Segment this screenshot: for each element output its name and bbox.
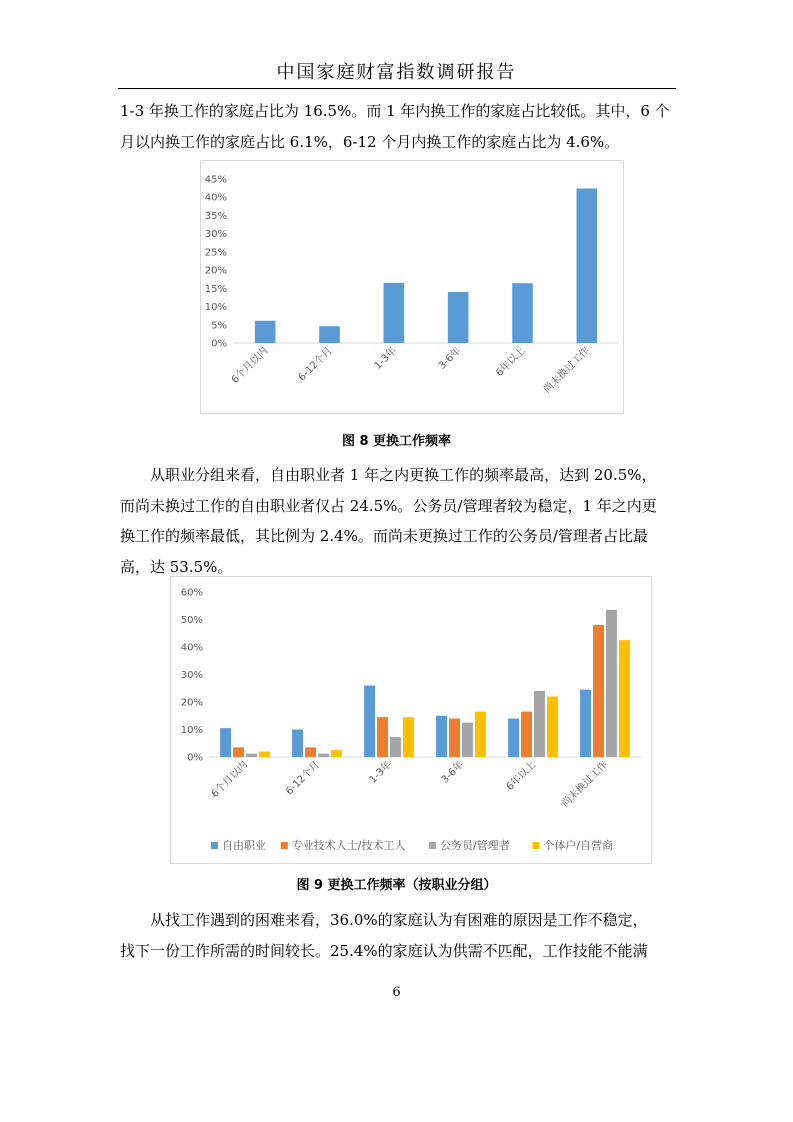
- paragraph-1: [120, 96, 674, 157]
- y-tick-label: 20%: [180, 697, 203, 709]
- bar: [255, 321, 276, 343]
- x-tick-label: 6-12个月: [296, 345, 335, 384]
- header-divider: [118, 88, 676, 89]
- paragraph-2: [120, 460, 674, 582]
- x-tick-label: 3-6年: [436, 345, 464, 372]
- legend-label: 个体户/自营商: [543, 839, 614, 852]
- y-tick-label: 10%: [204, 302, 227, 314]
- legend-swatch: [532, 842, 539, 849]
- bar: [233, 747, 244, 757]
- x-tick-label: 尚未换过工作: [559, 759, 611, 810]
- y-tick-label: 35%: [204, 210, 227, 222]
- x-tick-label: 6个月以内: [229, 345, 271, 386]
- bar: [305, 747, 316, 757]
- y-tick-label: 60%: [180, 587, 203, 599]
- bar: [220, 728, 231, 757]
- y-tick-label: 20%: [204, 265, 227, 277]
- bar: [462, 723, 473, 757]
- x-tick-label: 1-3年: [372, 345, 399, 372]
- bar: [448, 292, 469, 343]
- paragraph-line: 找下一份工作所需的时间较长。25.4%的家庭认为供需不匹配，工作技能不能满: [120, 941, 648, 960]
- y-tick-label: 25%: [204, 247, 227, 259]
- bar: [512, 283, 533, 343]
- paragraph-line: 从找工作遇到的困难来看，36.0%的家庭认为有困难的原因是工作不稳定，: [150, 911, 648, 929]
- y-tick-label: 45%: [204, 174, 227, 186]
- x-tick-label: 尚未换过工作: [541, 345, 592, 396]
- page-number: 6: [392, 985, 401, 1000]
- y-tick-label: 0%: [211, 338, 227, 350]
- x-tick-label: 1-3年: [367, 759, 395, 786]
- bar: [384, 283, 405, 343]
- y-tick-label: 30%: [204, 229, 227, 241]
- legend-label: 公务员/管理者: [440, 839, 510, 852]
- bar: [364, 686, 375, 758]
- figure-8-chart: [200, 160, 624, 414]
- y-tick-label: 30%: [180, 670, 203, 681]
- y-tick-label: 15%: [204, 283, 227, 295]
- paragraph-line: 换工作的频率最低，其比例为 2.4%。而尚未更换过工作的公务员/管理者占比最: [120, 527, 648, 545]
- legend-swatch: [281, 842, 288, 849]
- y-tick-label: 40%: [204, 192, 227, 204]
- x-tick-label: 6个月以内: [209, 759, 251, 800]
- bar: [508, 719, 519, 758]
- bar: [403, 717, 414, 757]
- x-tick-label: 3-6年: [439, 759, 467, 786]
- figure-8-caption: 图 8 更换工作频率: [341, 434, 452, 449]
- bar: [436, 716, 447, 757]
- bar: [390, 737, 401, 757]
- paragraph-line: 月以内换工作的家庭占比 6.1%，6-12 个月内换工作的家庭占比为 4.6%。: [120, 132, 620, 151]
- figure-8-svg: [201, 161, 623, 413]
- legend-label: 自由职业: [222, 839, 266, 852]
- y-tick-label: 40%: [180, 642, 203, 654]
- legend-swatch: [211, 842, 218, 849]
- bar: [377, 717, 388, 757]
- paragraph-line: 从职业分组来看，自由职业者 1 年之内更换工作的频率最高，达到 20.5%，: [150, 466, 657, 484]
- bar: [246, 754, 257, 757]
- bar: [534, 691, 545, 757]
- paragraph-line: 高，达 53.5%。: [120, 557, 233, 576]
- y-tick-label: 0%: [187, 752, 203, 764]
- bar: [331, 750, 342, 757]
- x-tick-label: 6年以上: [494, 345, 528, 379]
- bar: [319, 326, 340, 343]
- paragraph-line: 而尚未换过工作的自由职业者仅占 24.5%。公务员/管理者较为稳定，1 年之内更: [120, 496, 657, 515]
- x-tick-label: 6年以上: [504, 759, 539, 793]
- y-tick-label: 10%: [180, 725, 203, 736]
- bar: [475, 712, 486, 757]
- figure-9-chart: [170, 576, 652, 864]
- legend-label: 专业技术人士/技术工人: [291, 839, 406, 852]
- figure-9-svg: [171, 577, 651, 863]
- bar: [606, 610, 617, 757]
- bar: [547, 697, 558, 758]
- y-tick-label: 5%: [211, 320, 227, 332]
- bar: [521, 712, 532, 757]
- bar: [619, 640, 630, 757]
- figure-9-caption: 图 9 更换工作频率（按职业分组）: [296, 878, 497, 893]
- x-tick-label: 6-12个月: [284, 759, 323, 798]
- legend-swatch: [429, 842, 436, 849]
- bar: [577, 188, 598, 343]
- bar: [580, 690, 591, 757]
- bar: [449, 719, 460, 758]
- bar: [318, 754, 329, 757]
- paragraph-line: 1-3 年换工作的家庭占比为 16.5%。而 1 年内换工作的家庭占比较低。其中，6 个: [120, 102, 670, 120]
- bar: [259, 752, 270, 758]
- bar: [292, 730, 303, 758]
- y-tick-label: 50%: [180, 615, 203, 626]
- paragraph-3: [120, 905, 674, 966]
- bar: [593, 625, 604, 757]
- report-title: 中国家庭财富指数调研报告: [276, 62, 517, 83]
